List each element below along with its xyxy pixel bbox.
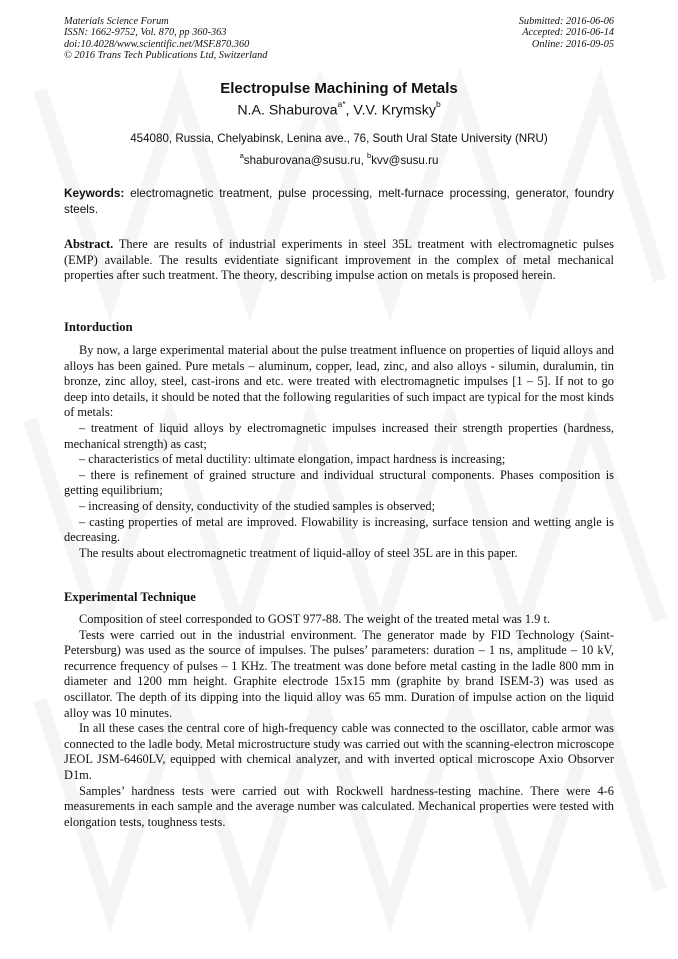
author-separator: , (345, 102, 354, 119)
intro-list-item-2: – characteristics of metal ductility: ultimate elongation, impact hardness is increasing; (79, 452, 506, 467)
keywords (64, 186, 614, 217)
journal-name: Materials Science Forum (64, 16, 169, 27)
author-2: V.V. Krymsky (353, 102, 436, 119)
intro-list-item-1: – treatment of liquid alloys by electromagnetic impulses increased their strength properties (hardness, mechanical strength) as cast; (64, 420, 614, 451)
intro-list-item-5: – casting properties of metal are improved. Flowability is increasing, surface tension and wetting angle is decreasing. (64, 514, 614, 545)
keywords-text: electromagnetic treatment, pulse processing, melt-furnace processing, generator, foundry steels. (64, 186, 614, 216)
section-heading-introduction: Intorduction (64, 320, 133, 334)
email-a[interactable]: shaburovana@susu.ru, (243, 153, 368, 167)
abstract (64, 237, 614, 284)
intro-paragraph-1: By now, a large experimental material about the pulse treatment influence on properties of liquid alloys and alloys has been gained. Pure metals – aluminum, copper, lead, zinc, and also alloys - silumin, duralumin, tin bronze, zinc alloy, steel, cast-irons and etc. were treated with electromagnetic impulses [1 – 5]. If not to go deep into details, it should be noted that the following regularities of such impact are typical for the most kinds of metals: (64, 343, 614, 420)
author-list (0, 101, 678, 119)
section-heading-experimental: Experimental Technique (64, 590, 196, 604)
copyright-line: © 2016 Trans Tech Publications Ltd, Switzerland (64, 50, 268, 62)
exp-paragraph-2: Tests were carried out in the industrial environment. The generator made by FID Technology (Saint-Petersburg) was used as the source of impulses. The pulses’ parameters: duration – 1 ns, amplitude – 10 kV, recurrence frequency of pulses – 1 KHz. The treatment was done before metal casting in the ladle 800 mm in diameter and 1200 mm height. Graphite electrode 15x15 mm (graphite by brand ISEM-3) was used as oscillator. The depth of its dipping into the liquid alloy was 65 mm. Duration of impulse action on the liquid alloy was 10 minutes. (64, 627, 614, 720)
exp-paragraph-1: Composition of steel corresponded to GOST 977-88. The weight of the treated metal was 1.9 t. (79, 612, 550, 626)
author-1-affil: a* (337, 99, 346, 109)
exp-paragraph-4: Samples’ hardness tests were carried out with Rockwell hardness-testing machine. There were 4-6 measurements in each sample and the average number was calculated. Mechanical properties were tested with elongation tests, toughness tests. (64, 783, 614, 829)
introduction-body (64, 343, 614, 561)
intro-list-item-4: – increasing of density, conductivity of the studied samples is observed; (79, 498, 436, 513)
submitted-date: Submitted: 2016-06-06 (518, 16, 614, 27)
email-b[interactable]: kvv@susu.ru (371, 153, 439, 167)
author-1: N.A. Shaburova (237, 102, 338, 119)
email-a-marker: a (239, 151, 244, 160)
intro-list-item-3: – there is refinement of grained structure and individual structural components. Phases composition is getting equilibrium; (64, 467, 614, 498)
dates-info (519, 16, 614, 50)
issn-line: ISSN: 1662-9752, Vol. 870, pp 360-363 (64, 27, 227, 39)
journal-info (64, 16, 267, 62)
online-date: Online: 2016-09-05 (531, 38, 614, 50)
keywords-label: Keywords: (64, 186, 125, 200)
affiliation: 454080, Russia, Chelyabinsk, Lenina ave., 76, South Ural State University (NRU) (130, 132, 548, 145)
exp-paragraph-3: In all these cases the central core of high-frequency cable was connected to the oscillator, cable armor was connected to the ladle body. Metal microstructure study was carried out with the scanning-electron microscope JEOL JSM-6460LV, equipped with chemical analyzer, and with inverted optical microscope Axio Obsorver D1m. (64, 721, 614, 782)
intro-paragraph-2: The results about electromagnetic treatment of liquid-alloy of steel 35L are in this paper. (79, 545, 518, 560)
abstract-label: Abstract. (64, 237, 114, 251)
author-2-affil: b (435, 99, 441, 109)
author-emails (0, 152, 678, 167)
experimental-body (64, 612, 614, 830)
paper-title: Electropulse Machining of Metals (220, 80, 458, 97)
doi-line[interactable]: doi:10.4028/www.scientific.net/MSF.870.360 (64, 38, 250, 50)
email-b-marker: b (367, 151, 372, 160)
accepted-date: Accepted: 2016-06-14 (522, 27, 614, 39)
abstract-text: There are results of industrial experiments in steel 35L treatment with electromagnetic pulses (EMP) available. The results evidentiate significant improvement in the complex of metal mechanical properties after such treatment. The theory, describing impulse action on metals is proposed herein. (64, 237, 614, 283)
